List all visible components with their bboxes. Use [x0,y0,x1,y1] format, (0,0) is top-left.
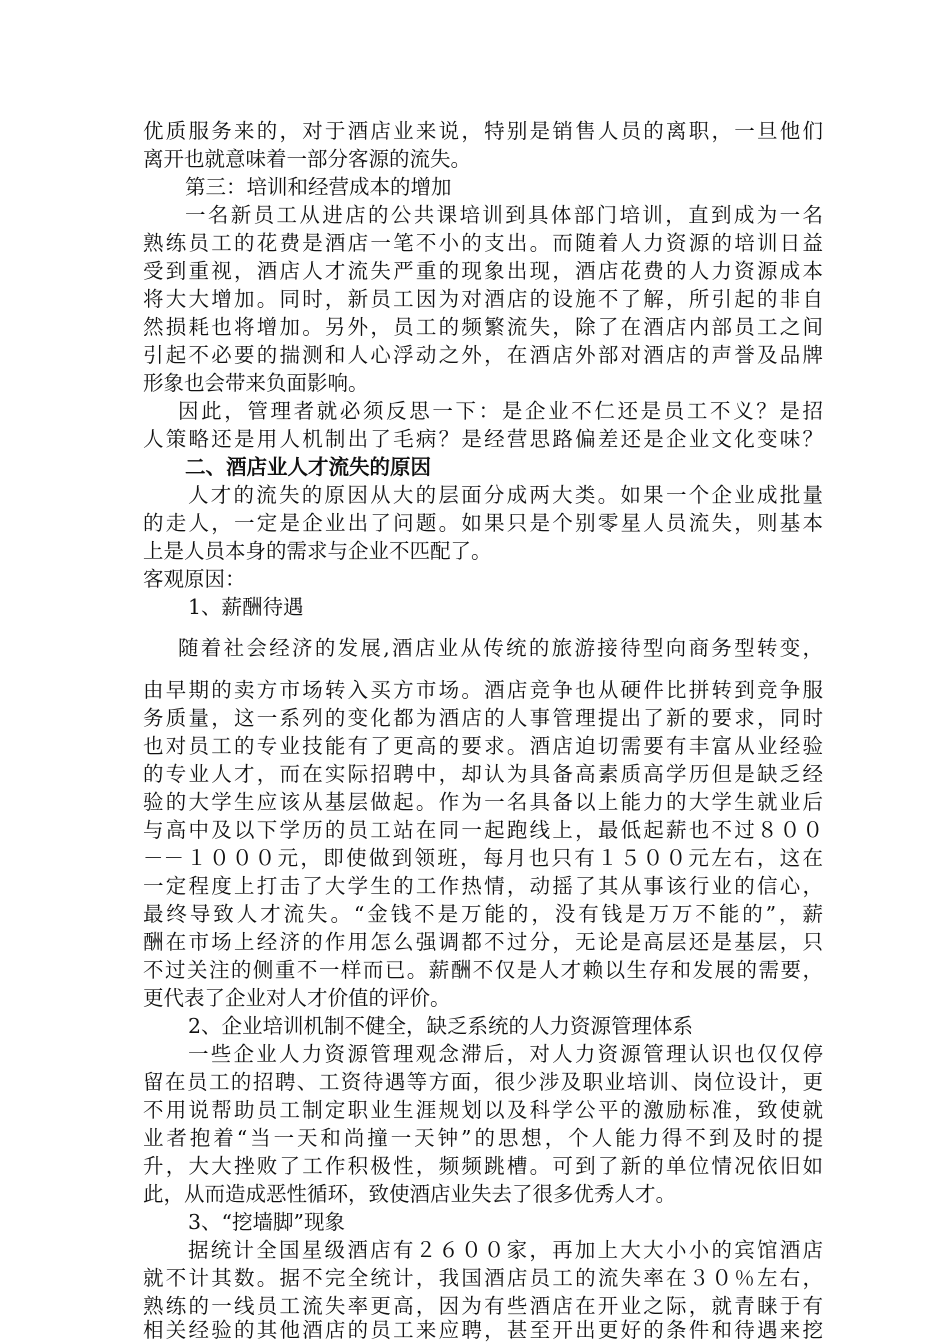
text-line: 形象也会带来负面影响。 [143,371,369,395]
text-line: 据统计全国星级酒店有２６００家，再加上大大小小的宾馆酒店 [188,1238,823,1262]
text-line: 离开也就意味着一部分客源的流失。 [143,147,471,171]
text-line: 与高中及以下学历的员工站在同一起跑线上，最低起薪也不过８００ [143,818,823,842]
text-line: 此，从而造成恶性循环，致使酒店业失去了很多优秀人才。 [143,1182,676,1206]
text-line: 业者抱着“当一天和尚撞一天钟”的思想，个人能力得不到及时的提 [143,1126,823,1150]
text-line: 人才的流失的原因从大的层面分成两大类。如果一个企业成批量 [188,483,823,507]
text-line: 务质量，这一系列的变化都为酒店的人事管理提出了新的要求，同时 [143,706,823,730]
text-line: 熟练员工的花费是酒店一笔不小的支出。而随着人力资源的培训日益 [143,231,823,255]
text-line: 引起不必要的揣测和人心浮动之外，在酒店外部对酒店的声誉及品牌 [143,343,823,367]
text-line: 升，大大挫败了工作积极性，频频跳槽。可到了新的单位情况依旧如 [143,1154,823,1178]
text-line: 酬在市场上经济的作用怎么强调都不过分，无论是高层还是基层，只 [143,930,823,954]
text-line: 的专业人才，而在实际招聘中，却认为具备高素质高学历但是缺乏经 [143,762,823,786]
text-line: 一些企业人力资源管理观念滞后，对人力资源管理认识也仅仅停 [188,1042,823,1066]
text-line: 不用说帮助员工制定职业生涯规划以及科学公平的激励标准，致使就 [143,1098,823,1122]
text-line: 验的大学生应该从基层做起。作为一名具备以上能力的大学生就业后 [143,790,823,814]
text-line: 将大大增加。同时，新员工因为对酒店的设施不了解，所引起的非自 [143,287,823,311]
section-heading: 二、酒店业人才流失的原因 [185,455,431,479]
subheading: 2、企业培训机制不健全，缺乏系统的人力资源管理体系 [188,1014,694,1038]
text-line: 上是人员本身的需求与企业不匹配了。 [143,539,492,563]
text-line: 最终导致人才流失。“金钱不是万能的，没有钱是万万不能的”，薪 [143,902,823,926]
text-line: 优质服务来的，对于酒店业来说，特别是销售人员的离职，一旦他们 [143,119,823,143]
text-line: 熟练的一线员工流失率更高，因为有些酒店在开业之际，就青睐于有 [143,1294,823,1318]
text-line: 由早期的卖方市场转入买方市场。酒店竞争也从硬件比拼转到竞争服 [143,678,823,702]
text-line: 然损耗也将增加。另外，员工的频繁流失，除了在酒店内部员工之间 [143,315,823,339]
text-line: 更代表了企业对人才价值的评价。 [143,986,451,1010]
text-line: 受到重视，酒店人才流失严重的现象出现，酒店花费的人力资源成本 [143,259,823,283]
text-line: 随着社会经济的发展,酒店业从传统的旅游接待型向商务型转变， [178,636,823,660]
subheading: 1、薪酬待遇 [188,595,304,619]
subheading: 第三：培训和经营成本的增加 [185,175,452,199]
text-line: 一定程度上打击了大学生的工作热情，动摇了其从事该行业的信心， [143,874,823,898]
text-line: 人策略还是用人机制出了毛病？是经营思路偏差还是企业文化变味？ [143,427,823,451]
text-line: 不过关注的侧重不一样而已。薪酬不仅是人才赖以生存和发展的需要， [143,958,823,982]
text-line: 因此，管理者就必须反思一下：是企业不仁还是员工不义？是招 [178,399,823,423]
text-line: 就不计其数。据不完全统计，我国酒店员工的流失率在３０％左右， [143,1266,823,1290]
text-line: 留在员工的招聘、工资待遇等方面，很少涉及职业培训、岗位设计，更 [143,1070,823,1094]
text-line: 客观原因： [143,567,246,591]
subheading: 3、“挖墙脚”现象 [188,1210,346,1234]
text-line: －－１０００元，即使做到领班，每月也只有１５００元左右，这在 [143,846,823,870]
text-line: 一名新员工从进店的公共课培训到具体部门培训，直到成为一名 [185,203,823,227]
text-line: 的走人，一定是企业出了问题。如果只是个别零星人员流失，则基本 [143,511,823,535]
text-line: 也对员工的专业技能有了更高的要求。酒店迫切需要有丰富从业经验 [143,734,823,758]
text-line: 相关经验的其他酒店的员工来应聘，甚至开出更好的条件和待遇来挖 [143,1318,823,1342]
